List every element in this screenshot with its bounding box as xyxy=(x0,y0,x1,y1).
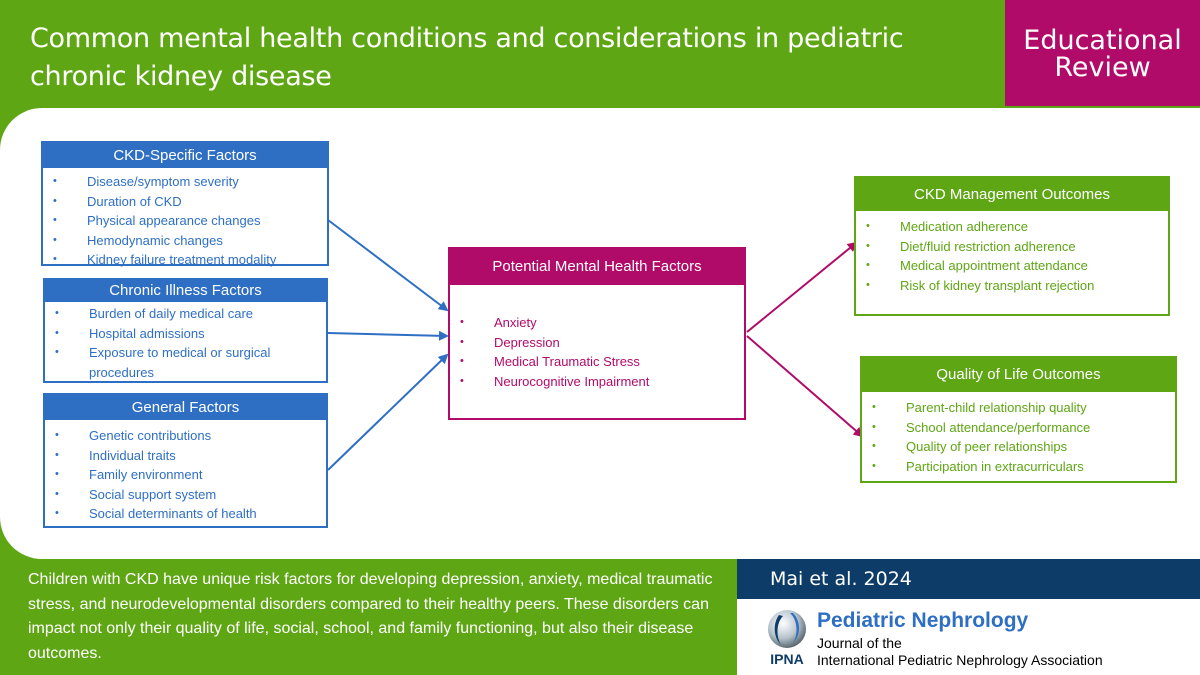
arrow-general-to-mental xyxy=(328,355,447,470)
bullet-icon: • xyxy=(460,335,464,348)
list-item: • Individual traits xyxy=(53,446,320,466)
bullet-icon: • xyxy=(460,355,464,367)
bullet-icon: • xyxy=(460,316,464,328)
chronic-illness-factors-list xyxy=(45,302,326,382)
list-item: • Exposure to medical or surgical procedures xyxy=(55,345,271,380)
journal-subtitle-2: International Pediatric Nephrology Association xyxy=(817,652,1103,668)
journal-subtitle-1: Journal of the xyxy=(817,635,902,651)
ckd-management-outcomes-box xyxy=(854,176,1170,316)
arrow-chronic-to-mental xyxy=(328,333,447,336)
general-factors-list xyxy=(45,420,326,524)
list-item: • Social support system xyxy=(53,485,320,505)
list-item: • Neurocognitive Impairment xyxy=(458,372,738,392)
ipna-logo-text: IPNA xyxy=(770,651,804,667)
list-item: • Medical Traumatic Stress xyxy=(458,352,738,372)
bullet-icon: • xyxy=(872,420,876,433)
bullet-icon: • xyxy=(55,507,59,519)
quality-of-life-outcomes-box xyxy=(860,356,1177,483)
ckd-specific-factors-list xyxy=(43,168,327,270)
list-item: • Medication adherence xyxy=(864,217,1162,237)
bullet-icon: • xyxy=(53,253,57,265)
list-item: • Hemodynamic changes xyxy=(51,231,321,251)
bullet-icon: • xyxy=(872,459,876,472)
ckd-management-outcomes-list xyxy=(856,211,1168,295)
journal-block xyxy=(737,599,1200,675)
quality-of-life-outcomes-list xyxy=(862,392,1175,476)
list-item: • Participation in extracurriculars xyxy=(870,457,1169,477)
list-item: • School attendance/performance xyxy=(870,418,1169,438)
bullet-icon: • xyxy=(872,401,876,413)
ipna-logo-icon xyxy=(757,607,817,667)
badge-line-1: Educational xyxy=(1023,25,1182,56)
bullet-icon: • xyxy=(866,239,870,252)
list-item: • Physical appearance changes xyxy=(51,211,321,231)
list-item: • Anxiety xyxy=(458,313,738,333)
bullet-icon: • xyxy=(866,278,870,291)
bullet-icon: • xyxy=(460,374,464,387)
bullet-icon: • xyxy=(866,220,870,232)
chronic-illness-factors-title: Chronic Illness Factors xyxy=(45,280,326,302)
bullet-icon: • xyxy=(872,440,876,452)
general-factors-title: General Factors xyxy=(45,395,326,420)
mental-health-factors-title: Potential Mental Health Factors xyxy=(450,249,744,285)
bullet-icon: • xyxy=(53,194,57,207)
arrow-ckd-to-mental xyxy=(328,220,447,310)
ckd-management-outcomes-title: CKD Management Outcomes xyxy=(856,178,1168,211)
list-item: • Duration of CKD xyxy=(51,192,321,212)
list-item: • Kidney failure treatment modality xyxy=(51,250,321,270)
general-factors-box xyxy=(43,393,328,528)
bullet-icon: • xyxy=(53,233,57,246)
citation-banner: Mai et al. 2024 xyxy=(737,559,1200,599)
ckd-specific-factors-box xyxy=(41,141,329,266)
chronic-illness-factors-box xyxy=(43,278,328,383)
list-item: • Quality of peer relationships xyxy=(870,437,1169,457)
list-item: • Disease/symptom severity xyxy=(51,172,321,192)
list-item: • Diet/fluid restriction adherence xyxy=(864,237,1162,257)
ckd-specific-factors-title: CKD-Specific Factors xyxy=(43,143,327,168)
mental-health-factors-box xyxy=(448,247,746,420)
list-item: • Burden of daily medical care xyxy=(53,304,320,324)
list-item: • Parent-child relationship quality xyxy=(870,398,1169,418)
list-item: • Depression xyxy=(458,333,738,353)
bullet-icon: • xyxy=(55,468,59,480)
mental-health-factors-list xyxy=(450,285,744,391)
page-title: Common mental health conditions and considerations in pediatric chronic kidney disease xyxy=(30,23,904,92)
bullet-icon: • xyxy=(55,326,59,339)
badge-line-2: Review xyxy=(1054,52,1151,83)
bullet-icon: • xyxy=(55,429,59,441)
summary-text: Children with CKD have unique risk factors for developing depression, anxiety, medical traumatic stress, and neurodevelopmental disorders compared to their healthy peers. These disorders can impact not only their quality of life, social, school, and family functioning, but also their disease outcomes. xyxy=(28,571,713,662)
arrow-mental-to-quality xyxy=(747,336,862,436)
journal-name: Pediatric Nephrology xyxy=(817,609,1029,632)
list-item: • Social determinants of health xyxy=(53,504,320,524)
list-item: • Medical appointment attendance xyxy=(864,256,1162,276)
list-item: • Genetic contributions xyxy=(53,426,320,446)
quality-of-life-outcomes-title: Quality of Life Outcomes xyxy=(862,358,1175,392)
list-item: • Family environment xyxy=(53,465,320,485)
list-item: • Risk of kidney transplant rejection xyxy=(864,276,1162,296)
bullet-icon: • xyxy=(55,307,59,319)
bullet-icon: • xyxy=(55,448,59,461)
bullet-icon: • xyxy=(55,346,59,358)
list-item: • Hospital admissions xyxy=(53,324,320,344)
bullet-icon: • xyxy=(53,214,57,226)
bullet-icon: • xyxy=(55,487,59,500)
arrow-mental-to-management xyxy=(747,243,856,332)
bullet-icon: • xyxy=(866,259,870,271)
bullet-icon: • xyxy=(53,175,57,187)
